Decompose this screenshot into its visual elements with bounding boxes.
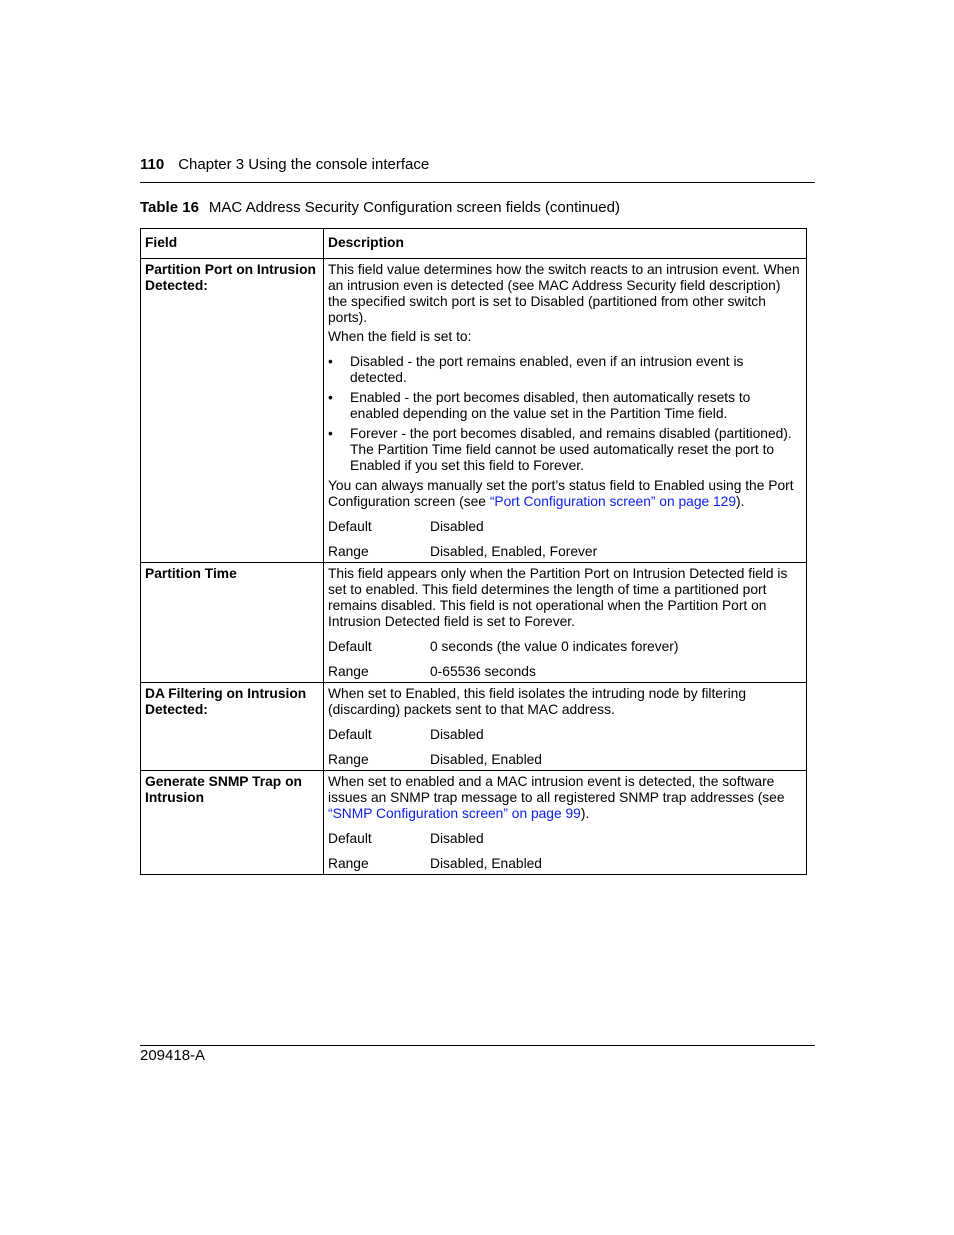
table-caption (140, 199, 620, 216)
range-row (328, 664, 801, 680)
port-configuration-link[interactable]: “Port Configuration screen” on page 129 (489, 494, 737, 509)
intro-text: When set to enabled and a MAC intrusion event is detected, the software issues an SNMP trap message to all registered SNMP trap addresses (see (328, 774, 785, 805)
default-value: Disabled (430, 519, 484, 534)
range-row (328, 544, 801, 560)
range-label: Range (328, 752, 369, 767)
bullet-glyph: • (328, 426, 333, 441)
range-value: Disabled, Enabled, Forever (430, 544, 598, 559)
field-name: Generate SNMP Trap on Intrusion (141, 771, 324, 875)
default-value: 0 seconds (the value 0 indicates forever) (430, 639, 679, 654)
field-description (324, 683, 807, 771)
default-row (328, 519, 801, 535)
default-row (328, 831, 801, 847)
range-value: Disabled, Enabled (430, 752, 542, 767)
table-row (141, 683, 807, 771)
field-description (324, 771, 807, 875)
doc-number: 209418-A (140, 1047, 206, 1064)
default-label: Default (328, 831, 372, 846)
intro-suffix: ). (580, 806, 590, 821)
page-header (140, 156, 429, 173)
table-row (141, 563, 807, 683)
description-text: This field value determines how the switch reacts to an intrusion event. When an intrusion even is detected (see MAC Address Security field description) the specified switch port is set to Disabled (partitioned from other switch ports). (328, 262, 800, 325)
description-text: When set to Enabled, this field isolates the intruding node by filtering (discarding) packets sent to that MAC address. (328, 686, 746, 717)
bullet-glyph: • (328, 354, 333, 369)
description-note (328, 478, 801, 510)
header-rule (140, 182, 815, 183)
footer-rule (140, 1045, 815, 1046)
note-suffix: ). (736, 494, 745, 509)
range-row (328, 856, 801, 872)
default-row (328, 639, 801, 655)
description-text (328, 774, 801, 822)
list-item-text: Enabled - the port becomes disabled, then automatically resets to enabled depending on the value set in the Partition Time field. (350, 390, 751, 421)
field-name: DA Filtering on Intrusion Detected: (141, 683, 324, 771)
list-item-text: Forever - the port becomes disabled, and remains disabled (partitioned). The Partition Time field cannot be used automatically reset the port to Enabled if you set this field to Forever. (350, 426, 792, 473)
table-caption-label: Table 16 (140, 199, 199, 216)
chapter-title: Chapter 3 Using the console interface (178, 156, 430, 173)
list-item (328, 354, 801, 386)
default-label: Default (328, 727, 372, 742)
note-text: You can always manually set the port’s status field to Enabled using the Port Configuration screen (see (328, 478, 794, 509)
list-item (328, 390, 801, 422)
field-description (324, 259, 807, 563)
option-list (328, 354, 801, 474)
table-row (141, 259, 807, 563)
bullet-glyph: • (328, 390, 333, 405)
snmp-configuration-link[interactable]: “SNMP Configuration screen” on page 99 (328, 806, 581, 821)
field-name: Partition Time (141, 563, 324, 683)
column-header-field: Field (141, 229, 324, 259)
range-value: 0-65536 seconds (430, 664, 536, 679)
default-label: Default (328, 639, 372, 654)
page-number: 110 (140, 156, 165, 173)
default-value: Disabled (430, 831, 484, 846)
range-label: Range (328, 664, 369, 679)
default-row (328, 727, 801, 743)
range-value: Disabled, Enabled (430, 856, 542, 871)
table-caption-text: MAC Address Security Configuration screen fields (continued) (208, 199, 620, 216)
table-row (141, 771, 807, 875)
range-label: Range (328, 856, 369, 871)
default-label: Default (328, 519, 372, 534)
default-value: Disabled (430, 727, 484, 742)
list-item (328, 426, 801, 474)
range-row (328, 752, 801, 768)
table-header-row (141, 229, 807, 259)
range-label: Range (328, 544, 369, 559)
description-text: This field appears only when the Partition Port on Intrusion Detected field is set to enabled. This field determines the length of time a partitioned port remains disabled. This field is not operational when the Partition Port on Intrusion Detected field is set to Forever. (328, 566, 788, 629)
field-name: Partition Port on Intrusion Detected: (141, 259, 324, 563)
list-item-text: Disabled - the port remains enabled, even if an intrusion event is detected. (350, 354, 744, 385)
field-description (324, 563, 807, 683)
column-header-description: Description (324, 229, 807, 259)
fields-table (140, 228, 807, 875)
description-lead: When the field is set to: (328, 329, 472, 344)
